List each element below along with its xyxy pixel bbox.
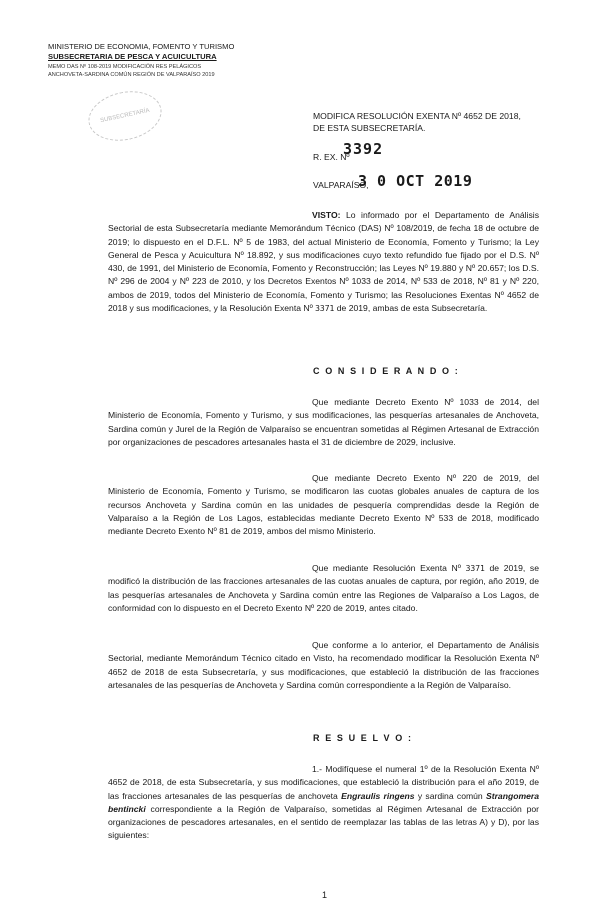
date-stamp: 3 0 OCT 2019 xyxy=(358,172,473,190)
p3-start: Que mediante Resolución Exenta Nº xyxy=(312,563,461,573)
considerando-heading: C O N S I D E R A N D O : xyxy=(313,366,460,376)
considerando-paragraph-3 xyxy=(108,562,539,615)
file-reference: ANCHOVETA-SARDINA COMÚN REGIÓN DE VALPARAÍSO 2019 xyxy=(48,72,215,78)
resuelvo-p1-a: 1.- Modifíquese el numeral 1º de la Resolución Exenta Nº 4652 de 2018, de esta Subsecretaría, y sus modificaciones, que estableció la distribución para el año 2019, de las fracciones artesanales de las pesquerías de anchoveta xyxy=(108,764,539,801)
considerando-paragraph-1: Que mediante Decreto Exento Nº 1033 de 2014, del Ministerio de Economía, Fomento y Turismo, y sus modificaciones, las pesquerías artesanales de Anchoveta, Sardina común y Jurel de la Región de Valparaíso se encuentran sometidas al Régimen Artesanal de Extracción por organizaciones de pescadores artesanales hasta el 31 de diciembre de 2029, inclusive. xyxy=(108,397,539,447)
resuelvo-p1-c: correspondiente a la Región de Valparaíso, sometidas al Régimen Artesanal de Extracción por organizaciones de pescadores artesanales, en el sentido de reemplazar las tablas de las letras A) y D), por las siguientes: xyxy=(108,803,539,841)
visto-text: Lo informado por el Departamento de Análisis Sectorial de esta Subsecretaría mediante Memorándum Técnico (DAS) Nº 108/2019, de fecha 18 de octubre de 2019; lo dispuesto en el D.F.L. Nº 5 de 1983, del actual Ministerio de Economía, Fomento y Turismo; la Ley General de Pesca y Acuicultura Nº 18.892, y sus modificaciones cuyo texto refundido fue fijado por el D.S. Nº 430, de 1991, del Ministerio de Economía, Fomento y Reconstrucción; las Leyes Nº 19.880 y Nº 20.657; los D.S. Nº 296 de 2004 y Nº 223 de 2010, y los Decretos Exentos Nº 1033 de 2014, Nº 533 de 2018, Nº 81 y Nº 220, ambos de 2019, todos del Ministerio de Economía, Fomento y Turismo; las Resoluciones Exentas Nº 4652 de 2018 y sus modificaciones, y la Resolución Exenta Nº xyxy=(108,210,539,314)
visto-text-end: de 2019, ambas de esta Subsecretaría. xyxy=(336,303,488,314)
undersecretariat-name: SUBSECRETARIA DE PESCA Y ACUICULTURA xyxy=(48,52,217,61)
rex-label: R. EX. Nº xyxy=(313,152,350,162)
visto-lead: VISTO: xyxy=(312,210,341,220)
resuelvo-paragraph-1 xyxy=(108,763,539,843)
p3-handwritten-ref: 3371 xyxy=(465,564,485,573)
resuelvo-p1-b: y sardina común xyxy=(417,790,483,801)
page-number: 1 xyxy=(322,890,328,900)
resolution-title-line1: MODIFICA RESOLUCIÓN EXENTA Nº 4652 DE 2018, xyxy=(313,111,521,121)
p3-end: de 2019, se modificó la distribución de las fracciones artesanales de las cuotas anuales de captura, por región, año 2019, de las pesquerías artesanales de Anchoveta y Sardina común entre las Regiones de Valparaíso a Los Lagos, de conformidad con lo dispuesto en el Decreto Exento Nº 220 de 2019, antes citado. xyxy=(108,563,539,613)
resuelvo-heading: R E S U E L V O : xyxy=(313,733,413,743)
considerando-paragraph-2: Que mediante Decreto Exento Nº 220 de 2019, del Ministerio de Economía, Fomento y Turismo, se modificaron las cuotas globales anuales de captura de los recursos Anchoveta y Sardina común en las unidades de pesquería comprendidas desde la Región de Valparaíso a la Región de Los Lagos, establecidas mediante Decreto Exento Nº 533 de 2018, modificado mediante Decreto Exento Nº 81 de 2019, ambos del mismo Ministerio. xyxy=(108,473,539,537)
rex-number-stamp: 3392 xyxy=(343,140,384,158)
memo-reference: MEMO DAS Nº 108-2019 MODIFICACIÓN RES PELÁGICOS xyxy=(48,64,202,70)
official-seal-stamp xyxy=(84,85,166,147)
ministry-name: MINISTERIO DE ECONOMIA, FOMENTO Y TURISMO xyxy=(48,42,235,51)
visto-paragraph xyxy=(108,209,539,315)
city-label: VALPARAÍSO, xyxy=(313,180,369,190)
resolution-title-line2: DE ESTA SUBSECRETARÍA. xyxy=(313,123,426,133)
species-engraulis: Engraulis ringens xyxy=(341,790,415,801)
species-strangomera: Strangomera bentincki xyxy=(108,790,539,814)
visto-handwritten-ref: 3371 xyxy=(315,304,335,314)
considerando-paragraph-4: Que conforme a lo anterior, el Departamento de Análisis Sectorial, mediante Memorándum Técnico citado en Visto, ha recomendado modificar la Resolución Exenta Nº 4652 de 2018 de esta Subsecretaría, y sus modificaciones, que estableció la distribución de las fracciones artesanales de las pesquerías de Anchoveta y Sardina común correspondiente a la Región de Valparaíso. xyxy=(108,640,539,690)
stamp-text: SUBSECRETARÍA xyxy=(99,107,151,125)
